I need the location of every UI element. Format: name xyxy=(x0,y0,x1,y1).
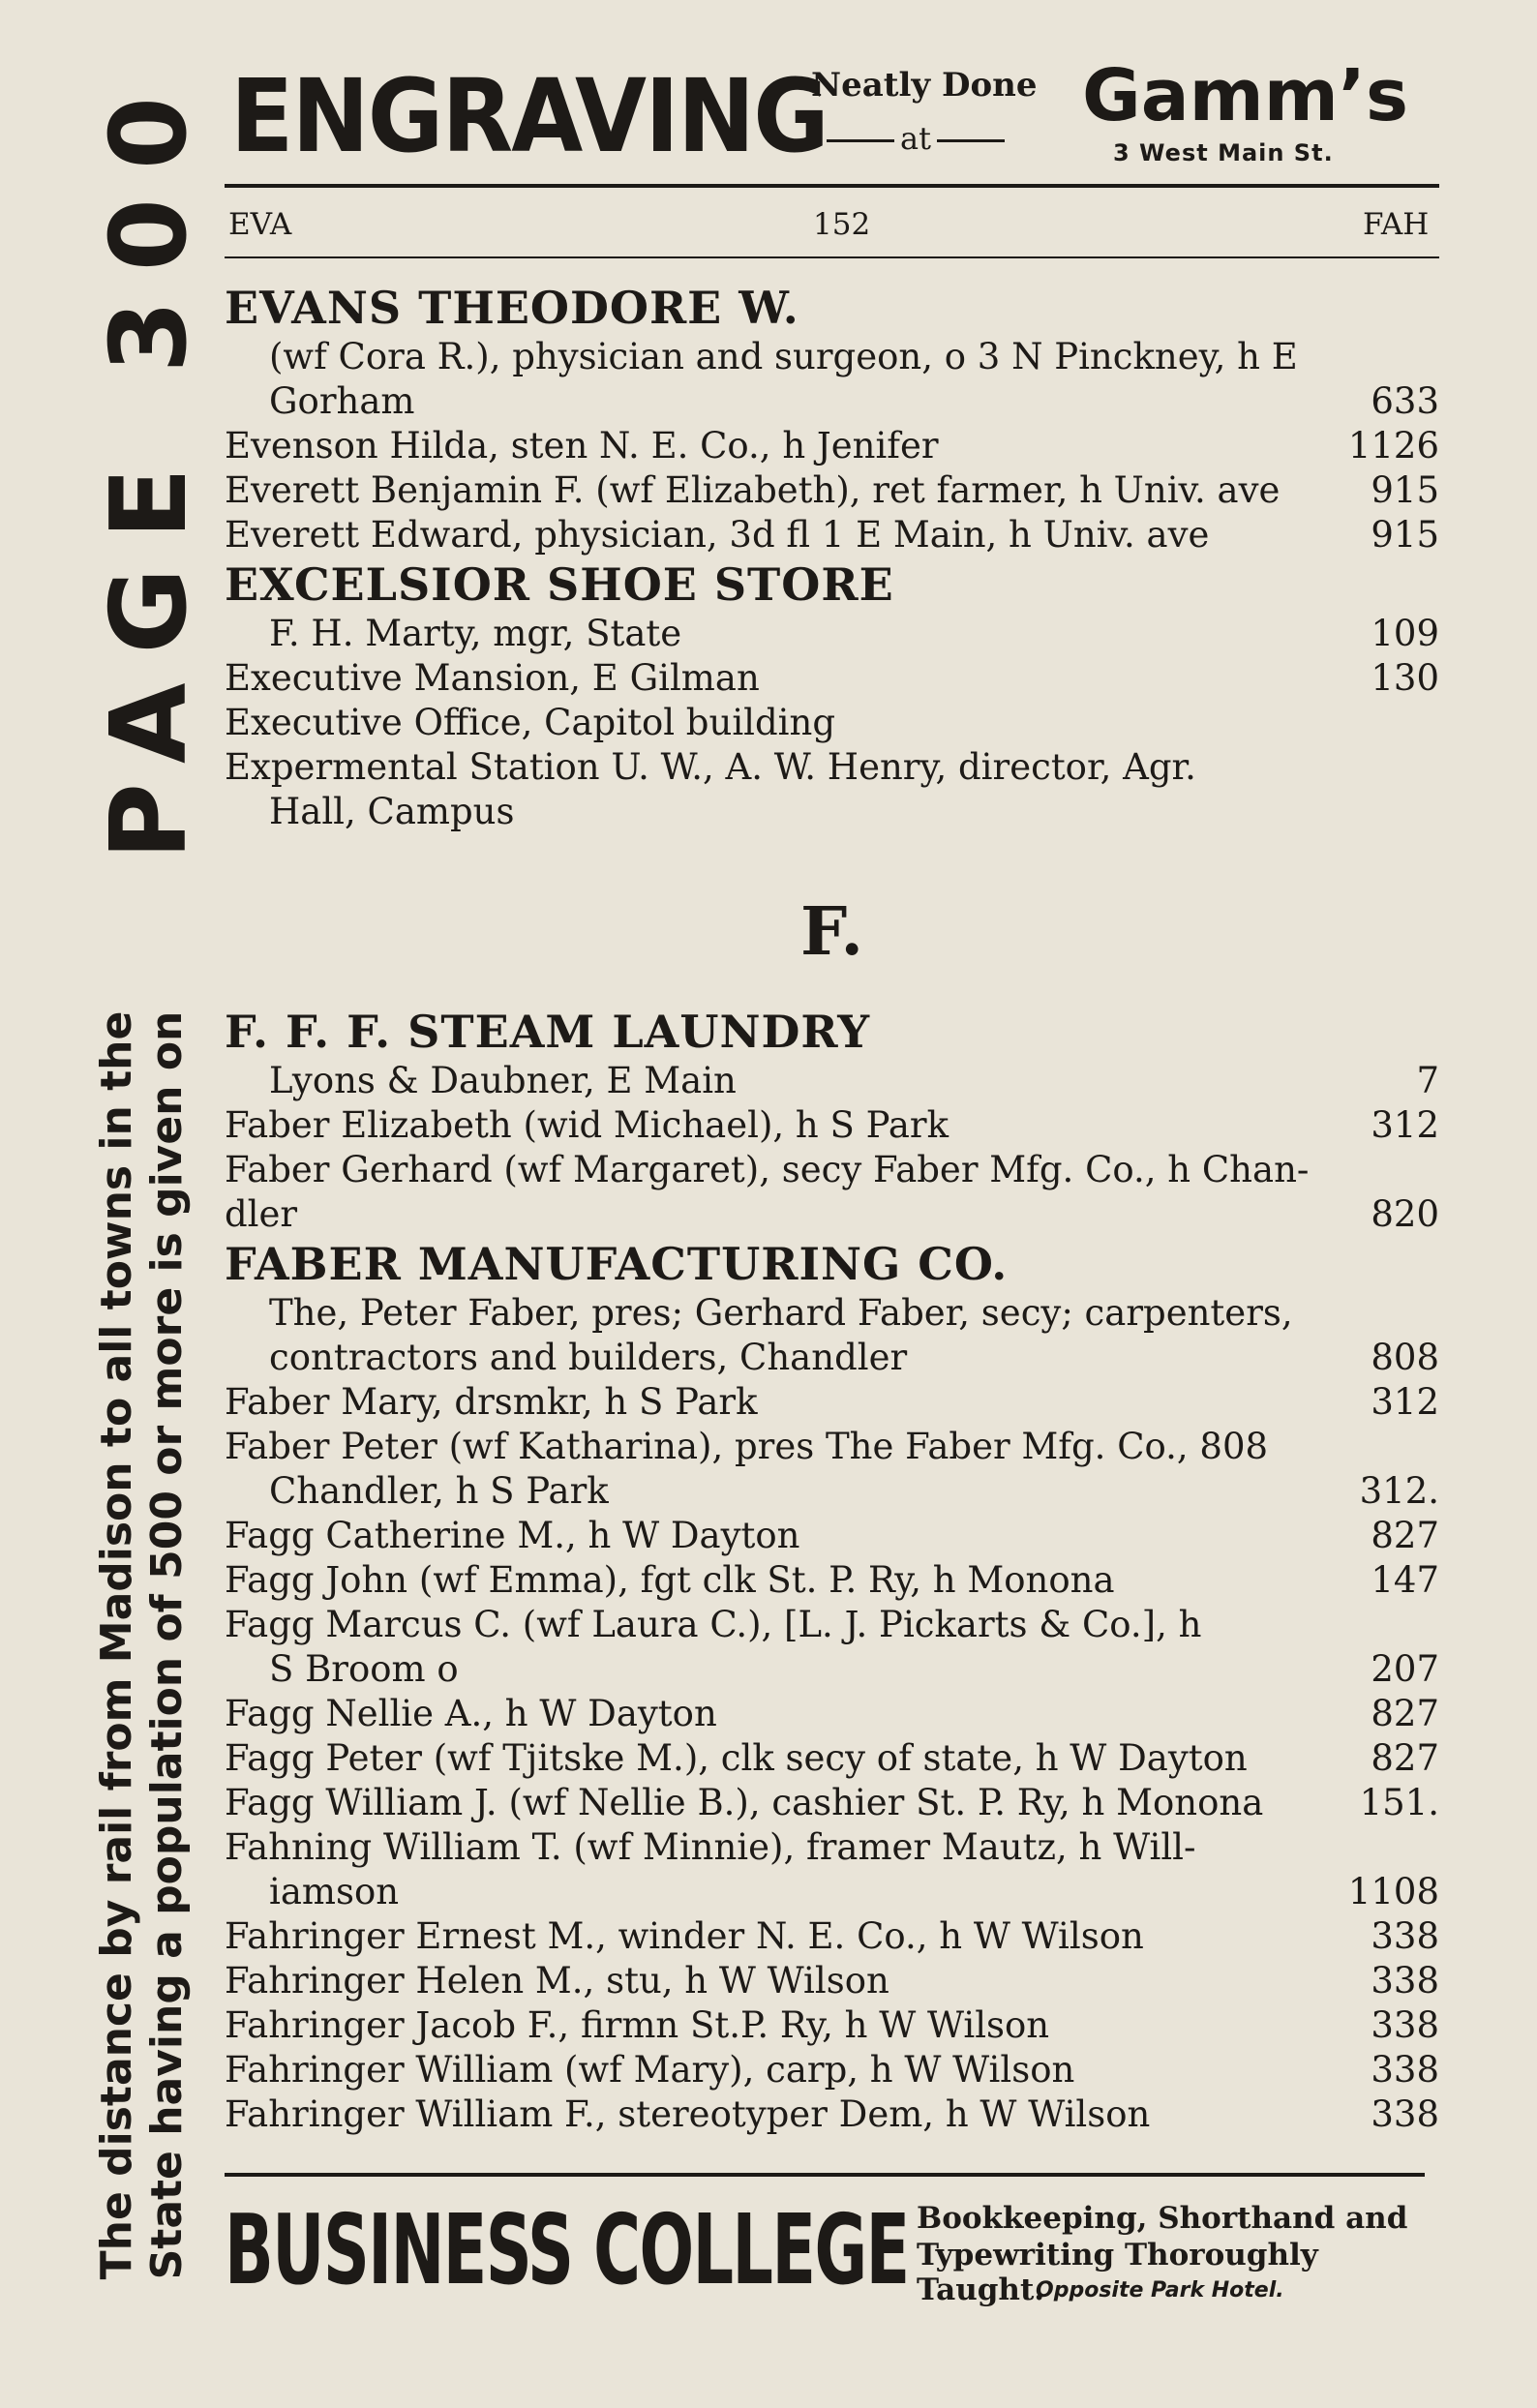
directory-entry xyxy=(225,468,1439,513)
directory-entry xyxy=(225,1825,1439,1914)
entry-continuation: Hall, Campus xyxy=(269,791,515,832)
side-note-line-1: The distance by rail from Madison to all towns in the xyxy=(92,1010,141,2280)
entry-number: 109 xyxy=(1371,613,1439,654)
running-head-right: FAH xyxy=(1363,207,1430,242)
entry-text: Fahringer William F., stereotyper Dem, h W Wilson xyxy=(225,2093,1151,2135)
entry-number: 151. xyxy=(1359,1782,1439,1823)
entry-number: 827 xyxy=(1371,1693,1439,1734)
entry-text: Everett Benjamin F. (wf Elizabeth), ret farmer, h Univ. ave xyxy=(225,469,1281,511)
entry-text: Evenson Hilda, sten N. E. Co., h Jenifer xyxy=(225,425,939,467)
entry-number: 130 xyxy=(1371,657,1439,699)
business-college-title: BUSINESS COLLEGE xyxy=(225,2193,909,2306)
entry-number: 338 xyxy=(1371,1915,1439,1957)
entry-text: Fahringer Ernest M., winder N. E. Co., h W Wilson xyxy=(225,1915,1144,1957)
entry-number: 207 xyxy=(1371,1648,1439,1690)
entry-number: 827 xyxy=(1371,1515,1439,1556)
directory-entry xyxy=(225,1291,1439,1380)
entry-continuation: dler xyxy=(225,1193,298,1235)
entry-text: Fagg Nellie A., h W Dayton xyxy=(225,1693,717,1734)
entry-number: 820 xyxy=(1371,1193,1439,1235)
entry-text: Fagg Peter (wf Tjitske M.), clk secy of state, h W Dayton xyxy=(225,1737,1248,1779)
entry-number: 915 xyxy=(1371,469,1439,511)
entry-continuation: S Broom o xyxy=(269,1648,459,1690)
entry-number: 338 xyxy=(1371,1960,1439,2002)
entry-number: 312 xyxy=(1371,1104,1439,1146)
directory-entry xyxy=(225,612,1439,656)
entry-text: Faber Gerhard (wf Margaret), secy Faber Mfg. Co., h Chan- xyxy=(225,1149,1310,1190)
side-page-label: PAGE 300 xyxy=(89,68,210,860)
entry-text: Faber Mary, drsmkr, h S Park xyxy=(225,1381,758,1423)
neatly-done-text: Neatly Done xyxy=(811,66,1038,105)
engraving-advertisement xyxy=(230,54,1440,175)
entry-number: 7 xyxy=(1416,1060,1439,1101)
directory-entry xyxy=(225,1603,1439,1692)
directory-entry xyxy=(225,701,1439,745)
at-text: at xyxy=(821,120,1010,157)
entry-text: Executive Mansion, E Gilman xyxy=(225,657,760,699)
page-number: 152 xyxy=(813,207,871,242)
entry-number: 312. xyxy=(1359,1470,1439,1512)
gamms-name: Gamm’s xyxy=(1082,54,1409,137)
directory-entry xyxy=(225,2092,1439,2137)
entry-text: Fagg John (wf Emma), fgt clk St. P. Ry, h Monona xyxy=(225,1559,1115,1601)
entry-number: 633 xyxy=(1371,380,1439,422)
business-college-advertisement xyxy=(225,2193,1444,2313)
entry-number: 1126 xyxy=(1347,425,1439,467)
entry-text: Fahringer Helen M., stu, h W Wilson xyxy=(225,1960,889,2002)
ad-line-2: Typewriting Thoroughly Taught. xyxy=(917,2238,1318,2307)
directory-entry xyxy=(225,745,1439,834)
entry-number: 915 xyxy=(1371,514,1439,556)
directory-entry xyxy=(225,1425,1439,1514)
entry-number: 827 xyxy=(1371,1737,1439,1779)
running-head-left: EVA xyxy=(228,207,292,242)
entry-text: Fagg Catherine M., h W Dayton xyxy=(225,1515,800,1556)
entry-number: 338 xyxy=(1371,2004,1439,2046)
directory-entry xyxy=(225,2003,1439,2048)
directory-entries xyxy=(225,281,1439,2137)
directory-entry xyxy=(225,656,1439,701)
entry-text: Executive Office, Capitol building xyxy=(225,702,836,743)
directory-entry xyxy=(225,424,1439,468)
running-head-rule xyxy=(225,256,1439,258)
directory-entry xyxy=(225,335,1439,424)
entry-number: 147 xyxy=(1371,1559,1439,1601)
directory-entry xyxy=(225,1148,1439,1237)
entry-text: Everett Edward, physician, 3d fl 1 E Main, h Univ. ave xyxy=(225,514,1210,556)
directory-entry xyxy=(225,1558,1439,1603)
entry-text: Fagg Marcus C. (wf Laura C.), [L. J. Pickarts & Co.], h xyxy=(225,1604,1202,1645)
entry-text: Faber Elizabeth (wid Michael), h S Park xyxy=(225,1104,949,1146)
directory-entry xyxy=(225,1914,1439,1959)
side-note-line-2: State having a population of 500 or more is given on xyxy=(142,1010,192,2280)
entry-text: Fagg William J. (wf Nellie B.), cashier St. P. Ry, h Monona xyxy=(225,1782,1264,1823)
entry-heading: F. F. F. STEAM LAUNDRY xyxy=(225,1006,871,1058)
directory-entry xyxy=(225,1059,1439,1103)
entry-text: Lyons & Daubner, E Main xyxy=(269,1060,737,1101)
entry-text: F. H. Marty, mgr, State xyxy=(269,613,682,654)
directory-entry xyxy=(225,1736,1439,1781)
entry-text: Fahringer William (wf Mary), carp, h W Wilson xyxy=(225,2049,1075,2091)
directory-entry xyxy=(225,513,1439,557)
header-rule xyxy=(225,184,1439,188)
ad-line-3: Opposite Park Hotel. xyxy=(1036,2278,1284,2303)
entry-continuation: Chandler, h S Park xyxy=(269,1470,609,1512)
entry-number: 1108 xyxy=(1347,1871,1439,1912)
entry-text: (wf Cora R.), physician and surgeon, o 3 N Pinckney, h E xyxy=(269,336,1298,377)
entry-number: 338 xyxy=(1371,2049,1439,2091)
entry-continuation: contractors and builders, Chandler xyxy=(269,1337,908,1378)
directory-entry xyxy=(225,1380,1439,1425)
directory-entry xyxy=(225,1692,1439,1736)
entry-continuation: iamson xyxy=(269,1871,400,1912)
entry-number: 808 xyxy=(1371,1337,1439,1378)
entry-continuation: Gorham xyxy=(269,380,415,422)
entry-heading: EVANS THEODORE W. xyxy=(225,282,799,334)
entry-heading: FABER MANUFACTURING CO. xyxy=(225,1238,1009,1290)
entry-text: Fahning William T. (wf Minnie), framer Mautz, h Will- xyxy=(225,1826,1196,1868)
entry-number: 338 xyxy=(1371,2093,1439,2135)
entry-text: Faber Peter (wf Katharina), pres The Faber Mfg. Co., 808 xyxy=(225,1426,1269,1467)
directory-entry xyxy=(225,1514,1439,1558)
entry-text: Expermental Station U. W., A. W. Henry, director, Agr. xyxy=(225,746,1196,788)
directory-entry xyxy=(225,1959,1439,2003)
entry-text: The, Peter Faber, pres; Gerhard Faber, secy; carpenters, xyxy=(269,1292,1293,1334)
section-letter: F. xyxy=(799,893,864,971)
entry-heading: EXCELSIOR SHOE STORE xyxy=(225,558,894,611)
engraving-title: ENGRAVING xyxy=(230,57,828,175)
footer-rule xyxy=(225,2173,1425,2177)
entry-text: Fahringer Jacob F., firmn St.P. Ry, h W Wilson xyxy=(225,2004,1050,2046)
side-distance-note xyxy=(92,997,198,2294)
ad-line-1: Bookkeeping, Shorthand and xyxy=(917,2201,1408,2236)
entry-number: 312 xyxy=(1371,1381,1439,1423)
gamms-address: 3 West Main St. xyxy=(1113,139,1334,166)
directory-entry xyxy=(225,1103,1439,1148)
directory-entry xyxy=(225,2048,1439,2092)
directory-entry xyxy=(225,1781,1439,1825)
